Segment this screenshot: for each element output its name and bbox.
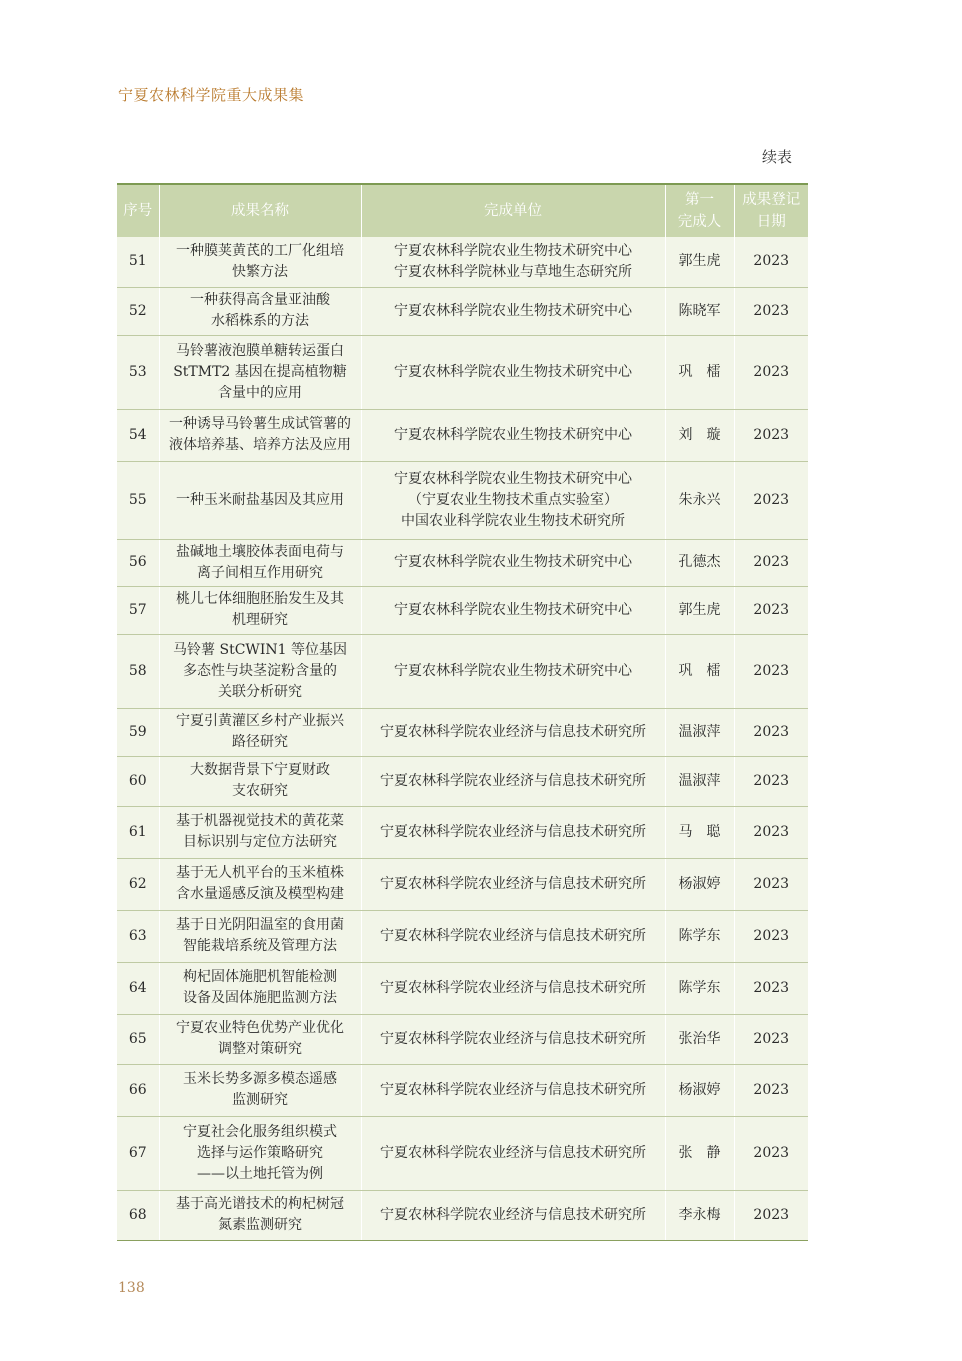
table-row: [117, 539, 808, 586]
cell-date: 2023: [734, 708, 808, 756]
cell-no: 67: [117, 1116, 159, 1190]
cell-no: 59: [117, 708, 159, 756]
col-header-unit: 完成单位: [361, 184, 665, 237]
table-row: [117, 1116, 808, 1190]
col-header-no: 序号: [117, 184, 159, 237]
table-row: [117, 806, 808, 858]
cell-no: 54: [117, 409, 159, 461]
cell-name: 玉米长势多源多模态遥感 监测研究: [159, 1064, 361, 1116]
cell-date: 2023: [734, 858, 808, 910]
cell-person: 张 静: [665, 1116, 734, 1190]
cell-no: 51: [117, 237, 159, 287]
cell-unit: 宁夏农林科学院农业生物技术研究中心 （宁夏农业生物技术重点实验室） 中国农业科学院农业生物技术研究所: [361, 461, 665, 539]
cell-no: 64: [117, 962, 159, 1014]
cell-person: 巩 檑: [665, 634, 734, 708]
cell-name: 一种获得高含量亚油酸 水稻株系的方法: [159, 287, 361, 335]
cell-date: 2023: [734, 962, 808, 1014]
table-body: [117, 237, 808, 1240]
cell-no: 52: [117, 287, 159, 335]
table-row: [117, 756, 808, 806]
table-continued-caption: 续表: [761, 148, 792, 166]
table-row: [117, 335, 808, 409]
cell-person: 朱永兴: [665, 461, 734, 539]
results-table: [117, 183, 808, 1241]
cell-name: 宁夏社会化服务组织模式 选择与运作策略研究 ——以土地托管为例: [159, 1116, 361, 1190]
cell-unit: 宁夏农林科学院农业生物技术研究中心: [361, 586, 665, 634]
table-row: [117, 237, 808, 287]
cell-person: 温淑萍: [665, 708, 734, 756]
cell-name: 枸杞固体施肥机智能检测 设备及固体施肥监测方法: [159, 962, 361, 1014]
cell-no: 58: [117, 634, 159, 708]
cell-unit: 宁夏农林科学院农业经济与信息技术研究所: [361, 806, 665, 858]
cell-unit: 宁夏农林科学院农业经济与信息技术研究所: [361, 1064, 665, 1116]
table-row: [117, 910, 808, 962]
table-row: [117, 1064, 808, 1116]
cell-name: 基于机器视觉技术的黄花菜 目标识别与定位方法研究: [159, 806, 361, 858]
cell-no: 62: [117, 858, 159, 910]
cell-unit: 宁夏农林科学院农业经济与信息技术研究所: [361, 756, 665, 806]
table-header-row: [117, 184, 808, 237]
table-row: [117, 634, 808, 708]
cell-name: 马铃薯液泡膜单糖转运蛋白 StTMT2 基因在提高植物糖 含量中的应用: [159, 335, 361, 409]
cell-name: 马铃薯 StCWIN1 等位基因 多态性与块茎淀粉含量的 关联分析研究: [159, 634, 361, 708]
table-row: [117, 586, 808, 634]
cell-date: 2023: [734, 461, 808, 539]
col-header-name: 成果名称: [159, 184, 361, 237]
col-header-person: 第一 完成人: [665, 184, 734, 237]
cell-unit: 宁夏农林科学院农业经济与信息技术研究所: [361, 910, 665, 962]
cell-person: 温淑萍: [665, 756, 734, 806]
table-row: [117, 1014, 808, 1064]
cell-name: 宁夏农业特色优势产业优化 调整对策研究: [159, 1014, 361, 1064]
cell-name: 宁夏引黄灌区乡村产业振兴 路径研究: [159, 708, 361, 756]
cell-unit: 宁夏农林科学院农业经济与信息技术研究所: [361, 708, 665, 756]
page-number: 138: [118, 1280, 145, 1296]
table-row: [117, 409, 808, 461]
cell-date: 2023: [734, 634, 808, 708]
cell-date: 2023: [734, 910, 808, 962]
cell-no: 68: [117, 1190, 159, 1240]
cell-name: 一种诱导马铃薯生成试管薯的 液体培养基、培养方法及应用: [159, 409, 361, 461]
cell-no: 57: [117, 586, 159, 634]
cell-unit: 宁夏农林科学院农业生物技术研究中心: [361, 335, 665, 409]
cell-person: 郭生虎: [665, 237, 734, 287]
cell-name: 盐碱地土壤胶体表面电荷与 离子间相互作用研究: [159, 539, 361, 586]
cell-person: 杨淑婷: [665, 858, 734, 910]
cell-unit: 宁夏农林科学院农业经济与信息技术研究所: [361, 1116, 665, 1190]
cell-no: 55: [117, 461, 159, 539]
table-row: [117, 708, 808, 756]
cell-date: 2023: [734, 1014, 808, 1064]
cell-date: 2023: [734, 539, 808, 586]
cell-person: 孔德杰: [665, 539, 734, 586]
cell-unit: 宁夏农林科学院农业经济与信息技术研究所: [361, 1014, 665, 1064]
cell-name: 一种玉米耐盐基因及其应用: [159, 461, 361, 539]
cell-person: 李永梅: [665, 1190, 734, 1240]
cell-date: 2023: [734, 1190, 808, 1240]
cell-person: 陈学东: [665, 910, 734, 962]
cell-no: 61: [117, 806, 159, 858]
cell-date: 2023: [734, 806, 808, 858]
cell-no: 53: [117, 335, 159, 409]
cell-unit: 宁夏农林科学院农业生物技术研究中心: [361, 539, 665, 586]
col-header-date: 成果登记 日期: [734, 184, 808, 237]
table-row: [117, 287, 808, 335]
cell-name: 大数据背景下宁夏财政 支农研究: [159, 756, 361, 806]
running-header-title: 宁夏农林科学院重大成果集: [118, 86, 305, 104]
cell-date: 2023: [734, 1116, 808, 1190]
cell-person: 郭生虎: [665, 586, 734, 634]
cell-date: 2023: [734, 409, 808, 461]
cell-unit: 宁夏农林科学院农业生物技术研究中心: [361, 409, 665, 461]
cell-name: 基于高光谱技术的枸杞树冠 氮素监测研究: [159, 1190, 361, 1240]
cell-date: 2023: [734, 335, 808, 409]
cell-date: 2023: [734, 287, 808, 335]
cell-name: 基于无人机平台的玉米植株 含水量遥感反演及模型构建: [159, 858, 361, 910]
table-row: [117, 962, 808, 1014]
cell-person: 陈学东: [665, 962, 734, 1014]
cell-person: 杨淑婷: [665, 1064, 734, 1116]
cell-unit: 宁夏农林科学院农业生物技术研究中心 宁夏农林科学院林业与草地生态研究所: [361, 237, 665, 287]
cell-person: 张治华: [665, 1014, 734, 1064]
cell-unit: 宁夏农林科学院农业经济与信息技术研究所: [361, 858, 665, 910]
cell-unit: 宁夏农林科学院农业生物技术研究中心: [361, 287, 665, 335]
cell-unit: 宁夏农林科学院农业经济与信息技术研究所: [361, 962, 665, 1014]
cell-no: 63: [117, 910, 159, 962]
cell-person: 马 聪: [665, 806, 734, 858]
cell-name: 基于日光阴阳温室的食用菌 智能栽培系统及管理方法: [159, 910, 361, 962]
cell-date: 2023: [734, 586, 808, 634]
cell-person: 陈晓军: [665, 287, 734, 335]
cell-no: 56: [117, 539, 159, 586]
table-row: [117, 461, 808, 539]
cell-unit: 宁夏农林科学院农业经济与信息技术研究所: [361, 1190, 665, 1240]
cell-person: 巩 檑: [665, 335, 734, 409]
cell-no: 60: [117, 756, 159, 806]
cell-person: 刘 璇: [665, 409, 734, 461]
cell-unit: 宁夏农林科学院农业生物技术研究中心: [361, 634, 665, 708]
cell-date: 2023: [734, 756, 808, 806]
cell-name: 桃儿七体细胞胚胎发生及其 机理研究: [159, 586, 361, 634]
table-row: [117, 1190, 808, 1240]
cell-name: 一种膜荚黄芪的工厂化组培 快繁方法: [159, 237, 361, 287]
cell-date: 2023: [734, 1064, 808, 1116]
cell-date: 2023: [734, 237, 808, 287]
cell-no: 65: [117, 1014, 159, 1064]
cell-no: 66: [117, 1064, 159, 1116]
table-row: [117, 858, 808, 910]
